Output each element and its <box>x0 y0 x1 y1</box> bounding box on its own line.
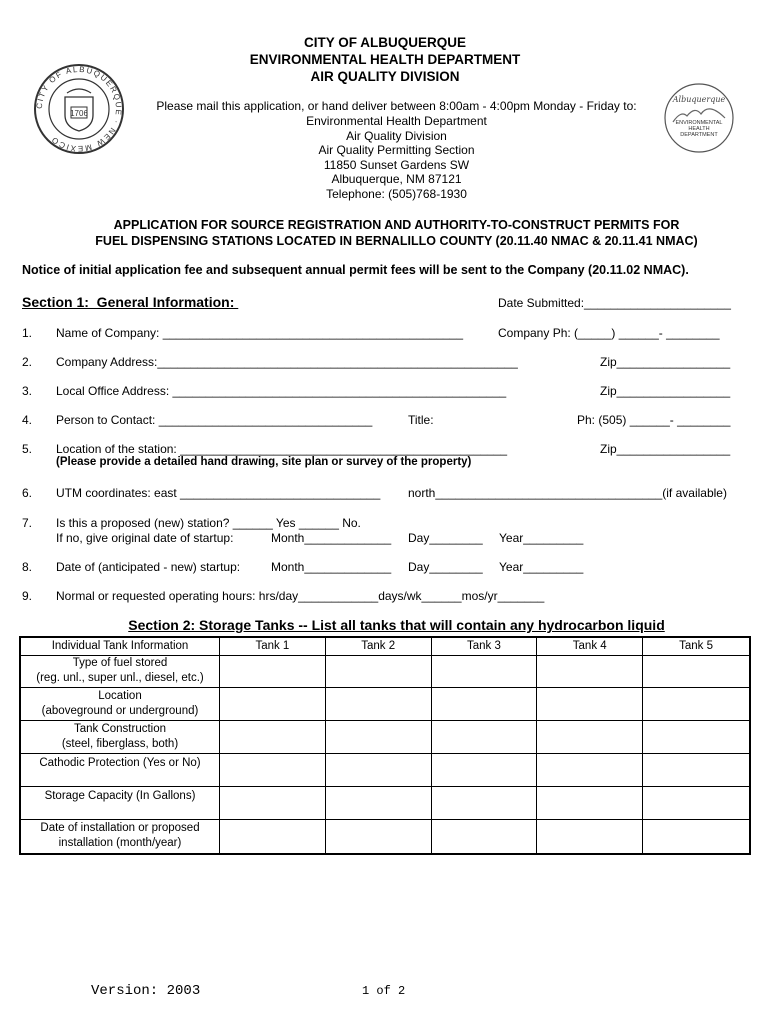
year-field[interactable]: Year_________ <box>499 560 584 574</box>
application-title-line1: APPLICATION FOR SOURCE REGISTRATION AND AUTHORITY-TO-CONSTRUCT PERMITS FOR <box>113 218 680 232</box>
original-startup-label: If no, give original date of startup: <box>56 531 234 545</box>
date-submitted-field[interactable]: Date Submitted:______________________ <box>498 296 731 310</box>
table-cell[interactable] <box>431 819 537 854</box>
field-row-contact <box>22 412 752 428</box>
column-header: Tank 1 <box>220 637 326 655</box>
table-row <box>20 786 750 819</box>
item-number: 1. <box>22 326 33 340</box>
operating-hours-field[interactable]: Normal or requested operating hours: hrs/day____________days/wk______mos/yr_______ <box>56 589 545 603</box>
row-label-line1: Type of fuel stored <box>72 657 168 669</box>
company-address-field[interactable]: Company Address:______________________________________________________ <box>56 355 518 369</box>
header-line2: ENVIRONMENTAL HEALTH DEPARTMENT <box>249 52 521 67</box>
table-cell[interactable] <box>643 687 750 720</box>
table-cell[interactable] <box>643 753 750 786</box>
mail-line: Telephone: (505)768-1930 <box>326 187 467 201</box>
row-label <box>20 655 220 687</box>
table-row <box>20 720 750 753</box>
mail-line: Air Quality Division <box>346 128 447 143</box>
field-row-company-address <box>22 354 752 370</box>
table-cell[interactable] <box>220 655 326 687</box>
field-row-location <box>22 441 752 457</box>
contact-person-field[interactable]: Person to Contact: ________________________________ <box>56 413 373 427</box>
company-name-field[interactable]: Name of Company: _____________________________________________ <box>56 326 464 340</box>
table-row <box>20 655 750 687</box>
table-cell[interactable] <box>220 720 326 753</box>
item-number: 5. <box>22 442 33 456</box>
field-row-operating-hours <box>22 588 752 604</box>
table-cell[interactable] <box>431 655 537 687</box>
row-label-line1: Tank Construction <box>73 722 167 735</box>
mail-line: Air Quality Permitting Section <box>318 143 475 158</box>
table-cell[interactable] <box>537 720 643 753</box>
table-cell[interactable] <box>220 819 326 854</box>
table-cell[interactable] <box>537 819 643 854</box>
table-cell[interactable] <box>220 786 326 819</box>
fee-notice: Notice of initial application fee and subsequent annual permit fees will be sent to the Company (20.11.02 NMAC). <box>22 263 689 277</box>
item-number: 6. <box>22 486 33 500</box>
row-label-line2: installation (month/year) <box>58 837 182 850</box>
table-cell[interactable] <box>431 786 537 819</box>
logo-line2: HEALTH <box>688 126 710 132</box>
anticipated-startup-label: Date of (anticipated - new) startup: <box>56 560 241 574</box>
column-header: Tank 5 <box>643 637 750 655</box>
item-number: 2. <box>22 355 33 369</box>
table-cell[interactable] <box>537 655 643 687</box>
proposed-station-field[interactable]: Is this a proposed (new) station? ______ Yes ______ No. <box>56 516 361 530</box>
table-cell[interactable] <box>220 753 326 786</box>
logo-line3: DEPARTMENT <box>680 132 718 138</box>
table-cell[interactable] <box>643 655 750 687</box>
contact-phone-field[interactable]: Ph: (505) ______- ________ <box>577 413 731 427</box>
row-label-line2: (reg. unl., super unl., diesel, etc.) <box>36 672 204 684</box>
month-field[interactable]: Month_____________ <box>271 560 392 574</box>
day-field[interactable]: Day________ <box>408 531 483 545</box>
table-cell[interactable] <box>643 720 750 753</box>
local-office-address-field[interactable]: Local Office Address: __________________________________________________ <box>56 384 507 398</box>
table-cell[interactable] <box>325 753 431 786</box>
row-label-line2: (aboveground or underground) <box>41 704 199 717</box>
seal-year: 1706 <box>70 109 88 118</box>
field-row-proposed <box>22 515 752 531</box>
table-cell[interactable] <box>643 819 750 854</box>
zip-field[interactable]: Zip_________________ <box>600 355 731 369</box>
column-header: Tank 3 <box>431 637 537 655</box>
storage-tanks-table <box>19 636 751 855</box>
field-row-anticipated-startup <box>22 559 752 575</box>
table-cell[interactable] <box>325 819 431 854</box>
row-label <box>20 687 220 720</box>
table-cell[interactable] <box>431 720 537 753</box>
item-number: 9. <box>22 589 33 603</box>
table-row <box>20 819 750 854</box>
zip-field[interactable]: Zip_________________ <box>600 384 731 398</box>
table-cell[interactable] <box>537 687 643 720</box>
column-header: Individual Tank Information <box>20 637 220 655</box>
utm-east-field[interactable]: UTM coordinates: east ______________________________ <box>56 486 381 500</box>
location-note: (Please provide a detailed hand drawing, site plan or survey of the property) <box>56 456 472 468</box>
table-cell[interactable] <box>643 786 750 819</box>
field-row-company-name <box>22 325 752 341</box>
column-header: Tank 2 <box>325 637 431 655</box>
row-label: Storage Capacity (In Gallons) <box>20 786 220 819</box>
day-field[interactable]: Day________ <box>408 560 483 574</box>
logo-line1: ENVIRONMENTAL <box>675 120 723 126</box>
page-number: 1 of 2 <box>362 984 406 998</box>
field-row-utm <box>22 485 752 501</box>
header-line1: CITY OF ALBUQUERQUE <box>303 35 466 50</box>
table-cell[interactable] <box>325 720 431 753</box>
application-title-line2: FUEL DISPENSING STATIONS LOCATED IN BERNALILLO COUNTY (20.11.40 NMAC & 20.11.41 NMAC) <box>95 234 698 248</box>
table-cell[interactable] <box>537 753 643 786</box>
mail-line: 11850 Sunset Gardens SW <box>323 157 470 172</box>
title-field[interactable]: Title: <box>408 413 434 427</box>
table-row <box>20 753 750 786</box>
row-label-line2: (steel, fiberglass, both) <box>61 737 179 750</box>
seal-ring-text: CITY OF ALBUQUERQUE · NEW MEXICO <box>34 64 124 154</box>
logo-script: Albuquerque <box>672 95 726 104</box>
mail-intro: Please mail this application, or hand deliver between 8:00am - 4:00pm Monday - Friday to: <box>156 99 637 113</box>
version-label: Version: 2003 <box>91 983 201 999</box>
row-label: Cathodic Protection (Yes or No) <box>20 753 220 786</box>
station-location-field[interactable]: Location of the station: _________________________________________________ <box>56 442 508 456</box>
section2-heading: Section 2: Storage Tanks -- List all tanks that will contain any hydrocarbon liquid <box>128 617 665 633</box>
table-row <box>20 687 750 720</box>
year-field[interactable]: Year_________ <box>499 531 584 545</box>
field-row-local-office <box>22 383 752 399</box>
table-cell[interactable] <box>220 687 326 720</box>
utm-north-field[interactable]: north__________________________________(if available) <box>408 486 727 500</box>
table-header-row <box>20 637 750 655</box>
mail-line: Environmental Health Department <box>306 114 487 128</box>
company-phone-field[interactable]: Company Ph: (_____) ______- ________ <box>498 326 720 340</box>
zip-field[interactable]: Zip_________________ <box>600 442 731 456</box>
column-header: Tank 4 <box>537 637 643 655</box>
item-number: 3. <box>22 384 33 398</box>
section1-heading: Section 1: General Information: <box>22 294 239 310</box>
month-field[interactable]: Month_____________ <box>271 531 392 545</box>
row-label <box>20 819 220 854</box>
item-number: 7. <box>22 516 33 530</box>
item-number: 4. <box>22 413 33 427</box>
table-cell[interactable] <box>325 655 431 687</box>
header-line3: AIR QUALITY DIVISION <box>310 69 460 84</box>
table-cell[interactable] <box>325 786 431 819</box>
row-label-line1: Date of installation or proposed <box>40 822 200 835</box>
field-row-original-startup <box>22 530 752 546</box>
row-label <box>20 720 220 753</box>
row-label-line1: Location <box>98 689 142 702</box>
table-cell[interactable] <box>431 687 537 720</box>
table-cell[interactable] <box>431 753 537 786</box>
table-cell[interactable] <box>537 786 643 819</box>
table-cell[interactable] <box>325 687 431 720</box>
mail-line: Albuquerque, NM 87121 <box>331 172 462 187</box>
item-number: 8. <box>22 560 33 574</box>
